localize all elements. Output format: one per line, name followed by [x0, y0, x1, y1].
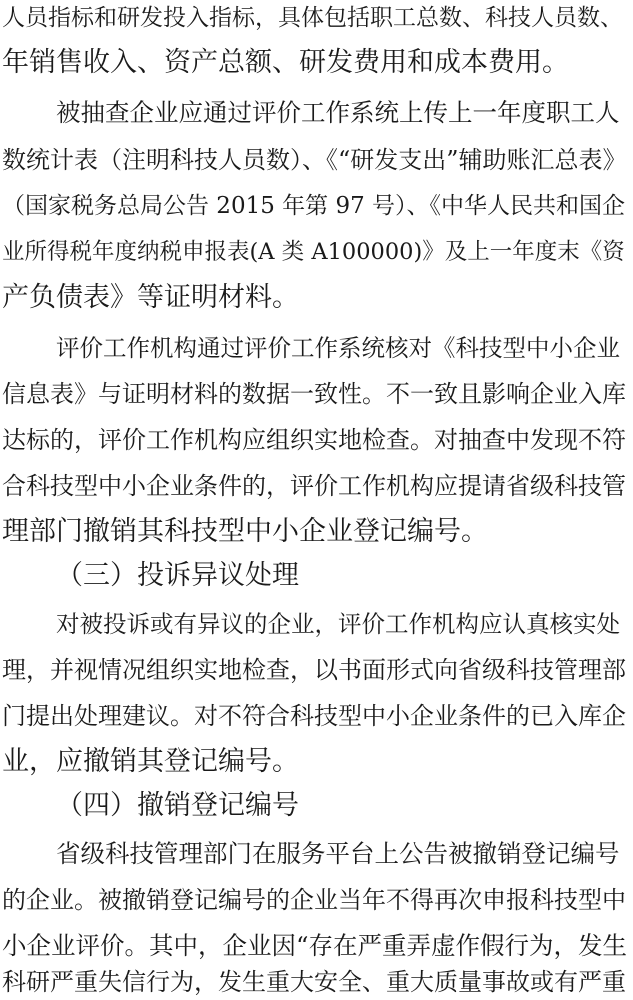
paragraph-first-line: 评价工作机构通过评价工作系统核对《科技型中小企业: [56, 334, 620, 362]
body-text-line: 理部门撤销其科技型中小企业登记编号。: [2, 516, 488, 547]
body-text-line: （国家税务总局公告 2015 年第 97 号）、《中华人民共和国企: [2, 193, 626, 219]
body-text-line: 数统计表（注明科技人员数）、《“研发支出”辅助账汇总表》: [2, 146, 627, 174]
body-text-line: 理，并视情况组织实地检查，以书面形式向省级科技管理部: [2, 656, 626, 684]
body-text-line: 年销售收入、资产总额、研发费用和成本费用。: [2, 47, 569, 78]
paragraph-first-line: 被抽查企业应通过评价工作系统上传上一年度职工人: [56, 98, 620, 127]
body-text-line: 小企业评价。其中，企业因“存在严重弄虚作假行为，发生: [2, 931, 628, 960]
section-heading-complaints: （三）投诉异议处理: [56, 560, 299, 591]
body-text-line: 科研严重失信行为，发生重大安全、重大质量事故或有严重: [2, 968, 626, 996]
body-text-line: 的企业。被撤销登记编号的企业当年不得再次申报科技型中: [2, 886, 626, 914]
body-text-line: 业，应撤销其登记编号。: [2, 746, 299, 777]
body-text-line: 产负债表》等证明材料。: [2, 282, 299, 313]
body-text-line: 合科技型中小企业条件的，评价工作机构应提请省级科技管: [2, 472, 626, 500]
paragraph-first-line: 省级科技管理部门在服务平台上公告被撤销登记编号: [56, 839, 620, 868]
body-text-line: 人员指标和研发投入指标，具体包括职工总数、科技人员数、: [2, 5, 623, 31]
body-text-line: 达标的，评价工作机构应组织实地检查。对抽查中发现不符: [2, 426, 626, 454]
body-text-line: 业所得税年度纳税申报表(A 类 A100000)》及上一年度末《资: [2, 239, 625, 265]
paragraph-first-line: 对被投诉或有异议的企业，评价工作机构应认真核实处: [56, 610, 620, 638]
section-heading-revocation: （四）撤销登记编号: [56, 790, 299, 821]
body-text-line: 信息表》与证明材料的数据一致性。不一致且影响企业入库: [2, 380, 626, 408]
body-text-line: 门提出处理建议。对不符合科技型中小企业条件的已入库企: [2, 702, 626, 730]
